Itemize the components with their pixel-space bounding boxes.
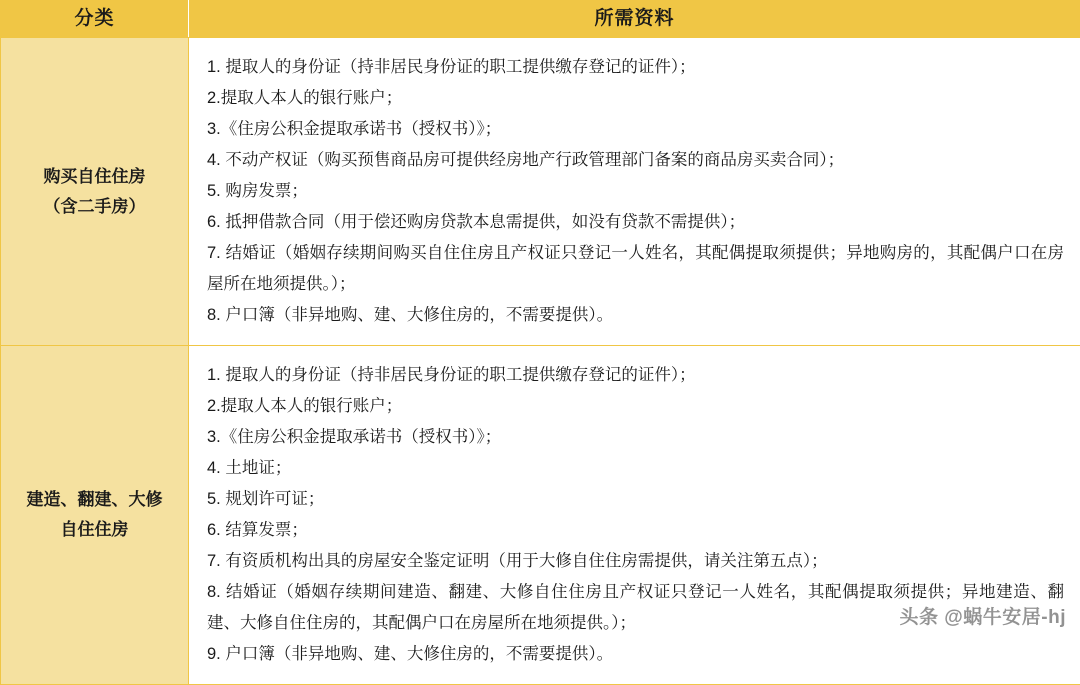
list-item: 8. 结婚证（婚姻存续期间建造、翻建、大修自住住房且产权证只登记一人姓名，其配偶提取须提供；异地建造、翻建、大修自住住房的，其配偶户口在房屋所在地须提供。）；: [207, 577, 1064, 639]
list-item: 5. 规划许可证；: [207, 484, 1064, 515]
list-item: 7. 有资质机构出具的房屋安全鉴定证明（用于大修自住住房需提供，请关注第五点）；: [207, 546, 1064, 577]
materials-cell-purchase: [189, 38, 1080, 346]
column-header-category: 分类: [1, 1, 189, 38]
list-item: 7. 结婚证（婚姻存续期间购买自住住房且产权证只登记一人姓名，其配偶提取须提供；异地购房的，其配偶户口在房屋所在地须提供。）；: [207, 238, 1064, 300]
list-item: 4. 不动产权证（购买预售商品房可提供经房地产行政管理部门备案的商品房买卖合同）；: [207, 145, 1064, 176]
list-item: 8. 户口簿（非异地购、建、大修住房的，不需要提供）。: [207, 300, 1064, 331]
materials-cell-construction: [189, 346, 1080, 685]
list-item: 2.提取人本人的银行账户；: [207, 391, 1064, 422]
watermark: 头条 @蜗牛安居-hj: [899, 602, 1066, 629]
list-item: 1. 提取人的身份证（持非居民身份证的职工提供缴存登记的证件）；: [207, 52, 1064, 83]
category-line: 购买自住住房: [9, 162, 180, 192]
list-item: 9. 户口簿（非异地购、建、大修住房的，不需要提供）。: [207, 639, 1064, 670]
list-item: 3.《住房公积金提取承诺书（授权书）》；: [207, 114, 1064, 145]
category-cell-construction: [1, 346, 189, 685]
table-row: [1, 38, 1080, 346]
column-header-materials: 所需资料: [189, 1, 1080, 38]
category-line: 自住住房: [9, 515, 180, 545]
category-line: （含二手房）: [9, 192, 180, 222]
list-item: 4. 土地证；: [207, 453, 1064, 484]
list-item: 1. 提取人的身份证（持非居民身份证的职工提供缴存登记的证件）；: [207, 360, 1064, 391]
list-item: 3.《住房公积金提取承诺书（授权书）》；: [207, 422, 1064, 453]
table-row: [1, 346, 1080, 685]
category-line: 建造、翻建、大修: [9, 485, 180, 515]
list-item: 2.提取人本人的银行账户；: [207, 83, 1064, 114]
list-item: 5. 购房发票；: [207, 176, 1064, 207]
list-item: 6. 结算发票；: [207, 515, 1064, 546]
category-cell-purchase: [1, 38, 189, 346]
list-item: 6. 抵押借款合同（用于偿还购房贷款本息需提供，如没有贷款不需提供）；: [207, 207, 1064, 238]
table-header-row: [1, 1, 1080, 38]
